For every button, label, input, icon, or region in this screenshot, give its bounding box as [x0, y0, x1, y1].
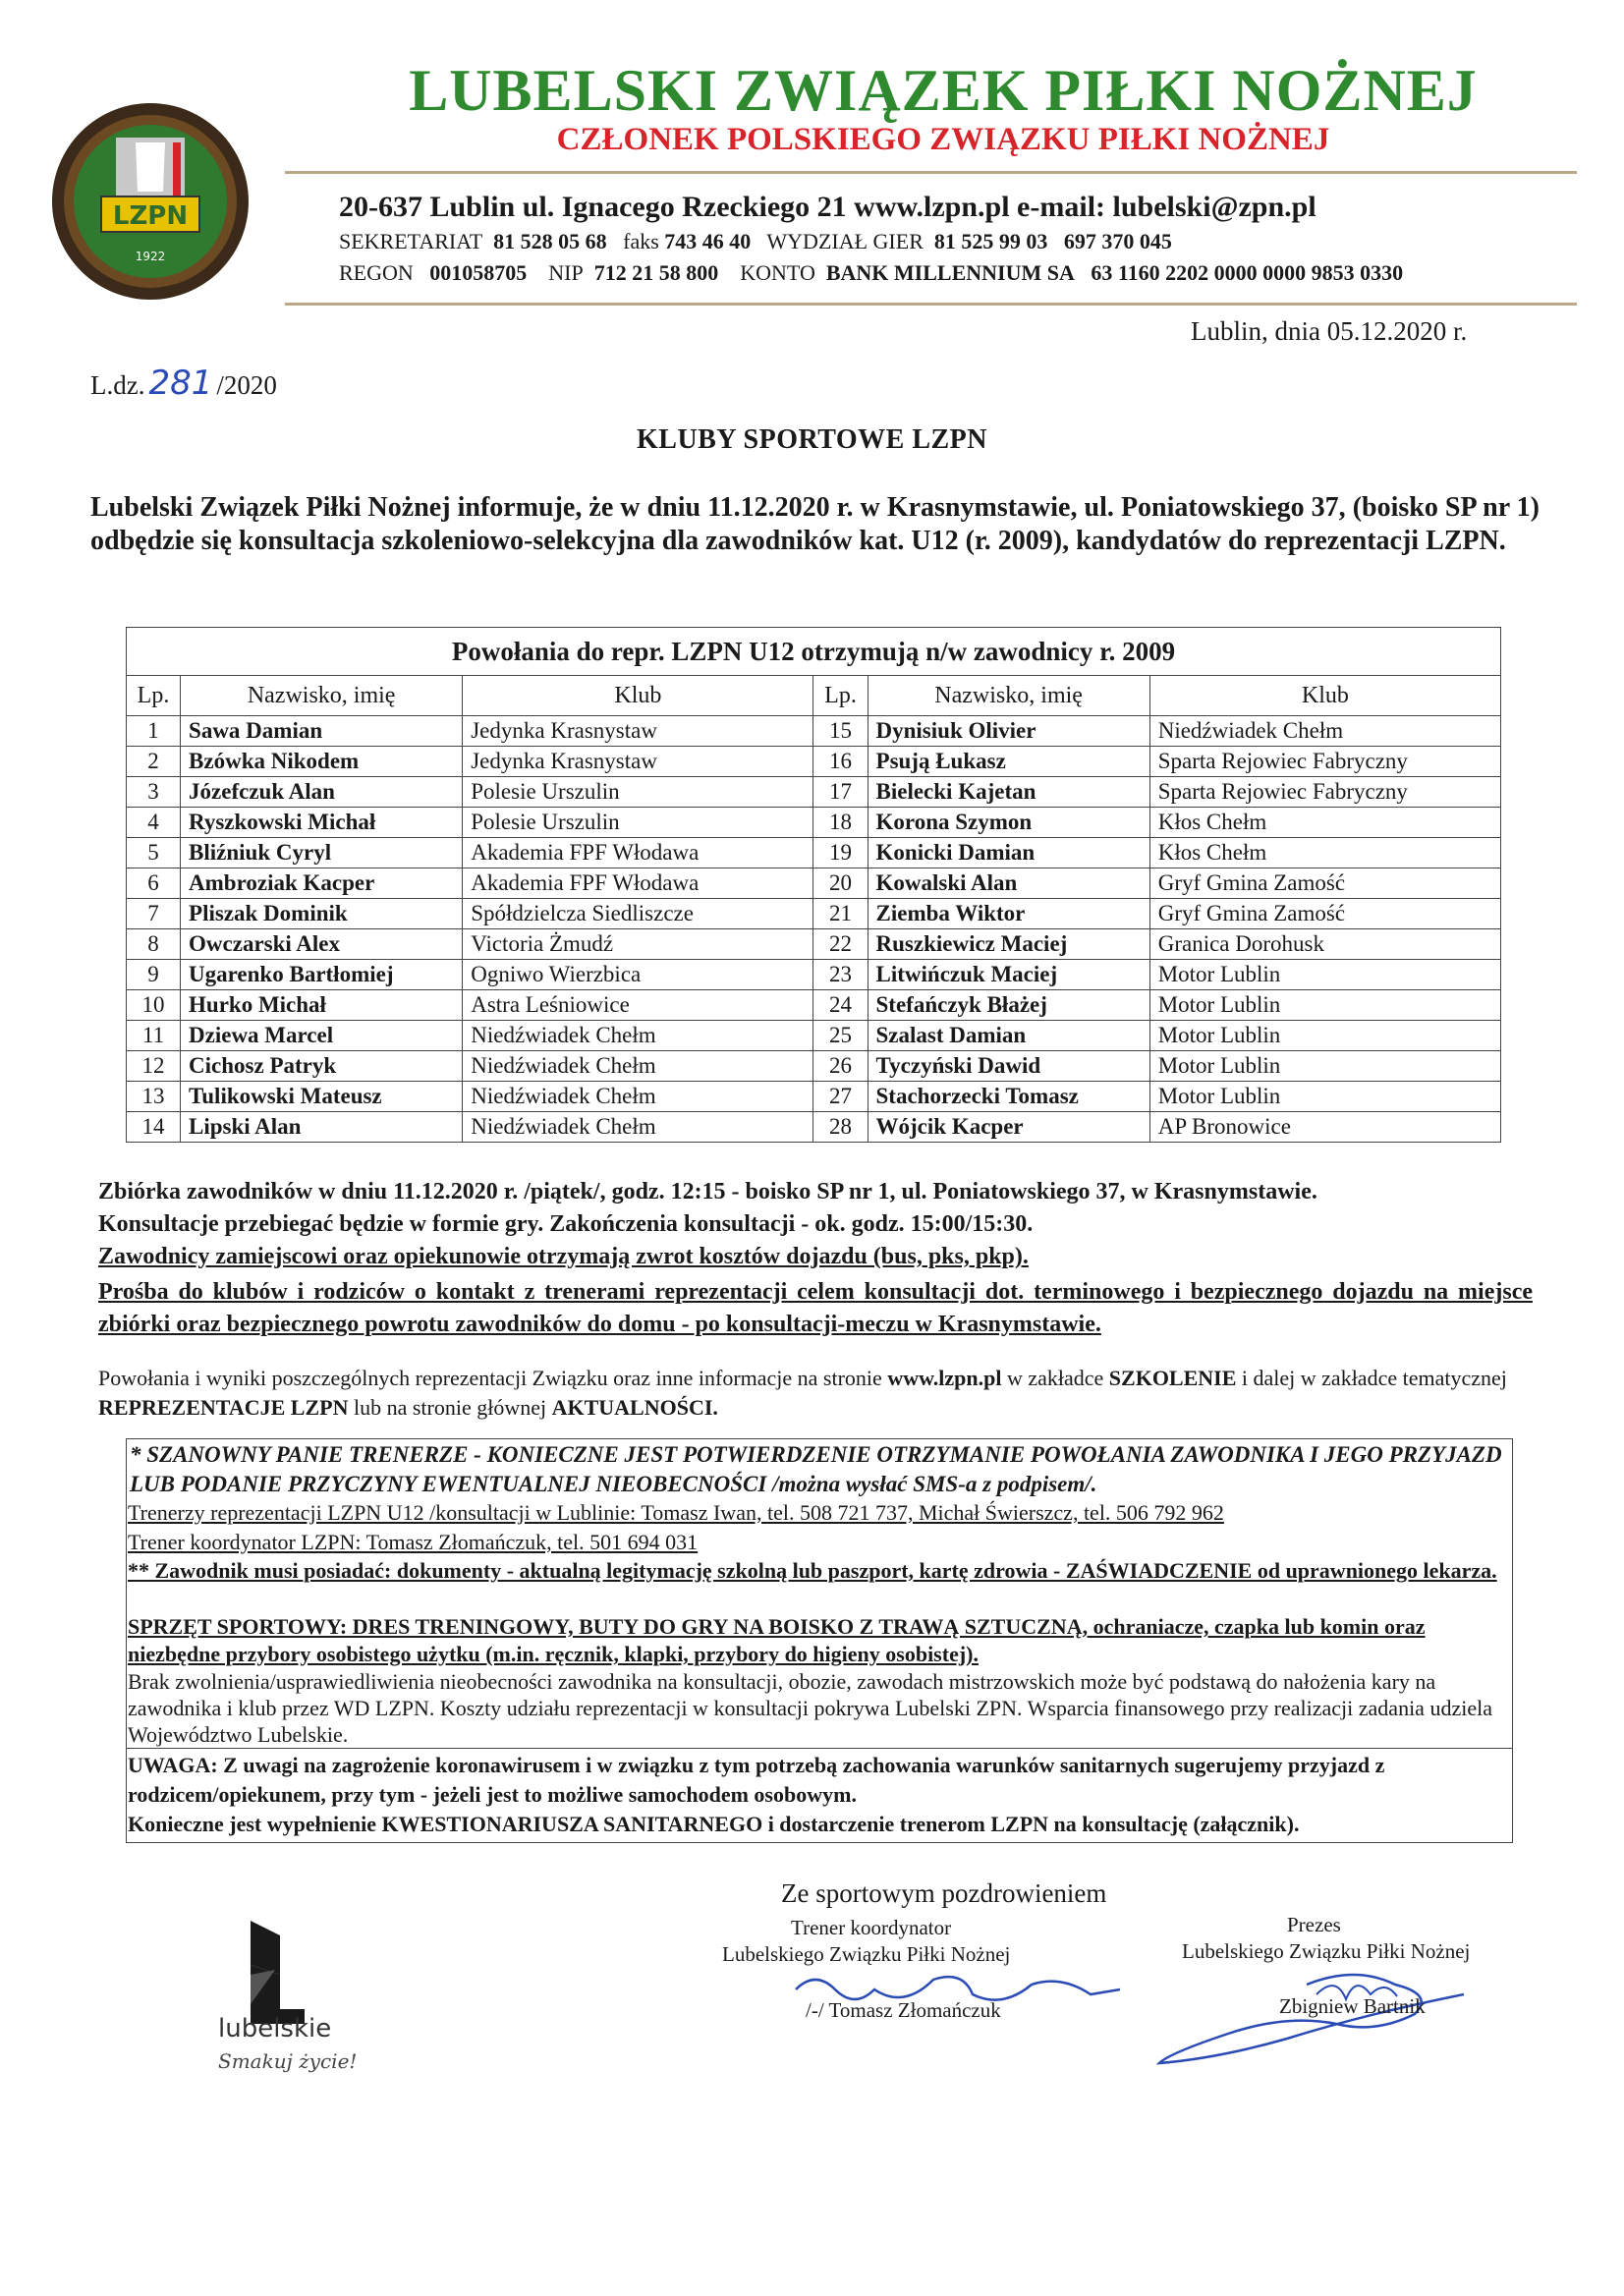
player-club: Ogniwo Wierzbica	[463, 960, 813, 990]
player-name: Ruszkiewicz Maciej	[868, 929, 1149, 960]
player-number: 16	[813, 747, 868, 777]
reference-number: L.dz. 281 /2020	[90, 364, 277, 403]
table-header-row	[127, 676, 1501, 716]
gathering-note: Zbiórka zawodników w dniu 11.12.2020 r. /piątek/, godz. 12:15 - boisko SP nr 1, ul. Poniatowskiego 37, w Krasnymstawie.	[98, 1179, 1317, 1204]
player-club: Akademia FPF Włodawa	[463, 838, 813, 868]
player-club: Niedźwiadek Chełm	[1149, 716, 1500, 747]
player-number: 5	[127, 838, 181, 868]
player-name: Bielecki Kajetan	[868, 777, 1149, 808]
team-coaches-contact: Trenerzy reprezentacji LZPN U12 /konsultacji w Lublinie: Tomasz Iwan, tel. 508 721 737, Michał Świerszcz, tel. 506 792 962	[128, 1500, 1224, 1525]
player-number: 18	[813, 808, 868, 838]
player-number: 4	[127, 808, 181, 838]
player-name: Tyczyński Dawid	[868, 1051, 1149, 1082]
player-number: 13	[127, 1082, 181, 1112]
player-name: Bliźniuk Cyryl	[181, 838, 463, 868]
table-row	[127, 838, 1501, 868]
player-club: Jedynka Krasnystaw	[463, 747, 813, 777]
player-club: Akademia FPF Włodawa	[463, 868, 813, 899]
player-name: Józefczuk Alan	[181, 777, 463, 808]
svg-text:1922: 1922	[135, 250, 166, 263]
player-number: 23	[813, 960, 868, 990]
header-registration: REGON 001058705 NIP 712 21 58 800 KONTO BANK MILLENNIUM SA 63 1160 2202 0000 0000 9853 0330	[339, 260, 1404, 285]
table-row	[127, 868, 1501, 899]
player-club: Astra Leśniowice	[463, 990, 813, 1021]
player-name: Sawa Damian	[181, 716, 463, 747]
player-number: 8	[127, 929, 181, 960]
player-club: Niedźwiadek Chełm	[463, 1021, 813, 1051]
player-number: 22	[813, 929, 868, 960]
player-name: Owczarski Alex	[181, 929, 463, 960]
player-club: Polesie Urszulin	[463, 777, 813, 808]
player-name: Stefańczyk Błażej	[868, 990, 1149, 1021]
player-club: Kłos Chełm	[1149, 808, 1500, 838]
table-row	[127, 808, 1501, 838]
player-number: 20	[813, 868, 868, 899]
equipment-note: SPRZĘT SPORTOWY: DRES TRENINGOWY, BUTY DO GRY NA BOISKO Z TRAWĄ SZTUCZNĄ, ochraniacze, czapka lub komin oraz niezbędne przybory osobistego użytku (m.in. ręcznik, klapki, przybory do higieny osobistej).	[128, 1614, 1426, 1666]
player-name: Ugarenko Bartłomiej	[181, 960, 463, 990]
player-club: Gryf Gmina Zamość	[1149, 899, 1500, 929]
player-name: Konicki Damian	[868, 838, 1149, 868]
player-club: Victoria Żmudź	[463, 929, 813, 960]
signatory-name: Zbigniew Bartnik	[1279, 1994, 1426, 2018]
player-name: Dziewa Marcel	[181, 1021, 463, 1051]
org-name: LUBELSKI ZWIĄZEK PIŁKI NOŻNEJ	[409, 58, 1478, 123]
player-name: Hurko Michał	[181, 990, 463, 1021]
signatory-name: /-/ Tomasz Złomańczuk	[806, 1998, 1001, 2022]
player-club: Jedynka Krasnystaw	[463, 716, 813, 747]
header-contacts: SEKRETARIAT 81 528 05 68 faks 743 46 40 WYDZIAŁ GIER 81 525 99 03 697 370 045	[339, 229, 1172, 253]
col-lp: Lp.	[127, 676, 181, 716]
player-number: 27	[813, 1082, 868, 1112]
player-name: Lipski Alan	[181, 1112, 463, 1143]
col-club: Klub	[1149, 676, 1500, 716]
player-number: 7	[127, 899, 181, 929]
lzpn-logo	[47, 98, 253, 305]
table-row	[127, 716, 1501, 747]
org-subtitle: CZŁONEK POLSKIEGO ZWIĄZKU PIŁKI NOŻNEJ	[556, 122, 1330, 157]
coordinator-contact: Trener koordynator LZPN: Tomasz Złomańczuk, tel. 501 694 031	[128, 1530, 699, 1554]
letter-date: Lublin, dnia 05.12.2020 r.	[1191, 316, 1468, 346]
player-club: Niedźwiadek Chełm	[463, 1112, 813, 1143]
player-name: Tulikowski Mateusz	[181, 1082, 463, 1112]
absence-note: Brak zwolnienia/usprawiedliwienia nieobecności zawodnika na konsultacji, obozie, zawodach mistrzowskich może być podstawą do nałożenia kary na zawodnika i klub przez WD LZPN. Koszty udziału reprezentacji w konsultacji pokrywa Lubelski ZPN. Wsparcia finansowego przy realizacji zadania udziela Województwo Lubelskie.	[128, 1669, 1492, 1747]
header-address: 20-637 Lublin ul. Ignacego Rzeckiego 21 www.lzpn.pl e-mail: lubelski@zpn.pl	[339, 191, 1316, 223]
player-club: Polesie Urszulin	[463, 808, 813, 838]
player-number: 2	[127, 747, 181, 777]
table-row	[127, 1112, 1501, 1143]
player-number: 11	[127, 1021, 181, 1051]
player-number: 24	[813, 990, 868, 1021]
table-row	[127, 777, 1501, 808]
player-club: Motor Lublin	[1149, 1082, 1500, 1112]
lubelskie-slogan: Smakuj życie!	[218, 2049, 358, 2073]
player-number: 28	[813, 1112, 868, 1143]
player-number: 12	[127, 1051, 181, 1082]
signatory-org: Lubelskiego Związku Piłki Nożnej	[722, 1942, 1011, 1966]
table-row	[127, 1021, 1501, 1051]
col-name: Nazwisko, imię	[868, 676, 1149, 716]
player-club: Motor Lublin	[1149, 990, 1500, 1021]
callup-table	[126, 627, 1501, 1143]
player-name: Ambroziak Kacper	[181, 868, 463, 899]
player-number: 19	[813, 838, 868, 868]
player-number: 6	[127, 868, 181, 899]
player-number: 14	[127, 1112, 181, 1143]
player-name: Stachorzecki Tomasz	[868, 1082, 1149, 1112]
player-name: Dynisiuk Olivier	[868, 716, 1149, 747]
questionnaire-note: Konieczne jest wypełnienie KWESTIONARIUSZA SANITARNEGO i dostarczenie trenerom LZPN na konsultację (załącznik).	[128, 1812, 1300, 1836]
signatory-title: Prezes	[1287, 1913, 1341, 1936]
svg-text:LZPN: LZPN	[112, 201, 189, 231]
table-row	[127, 960, 1501, 990]
signatory-title: Trener koordynator	[791, 1916, 952, 1939]
player-name: Litwińczuk Maciej	[868, 960, 1149, 990]
header-divider	[285, 303, 1577, 306]
request-note: Prośba do klubów i rodziców o kontakt z trenerami reprezentacji celem konsultacji dot. terminowego i bezpiecznego dojazdu na miejsce zbiórki oraz bezpiecznego powrotu zawodników do domu - po konsultacji-meczu w Krasnymstawie.	[98, 1279, 1533, 1337]
table-title: Powołania do repr. LZPN U12 otrzymują n/w zawodnicy r. 2009	[127, 628, 1501, 676]
table-row	[127, 929, 1501, 960]
player-name: Bzówka Nikodem	[181, 747, 463, 777]
player-name: Cichosz Patryk	[181, 1051, 463, 1082]
refund-note: Zawodnicy zamiejscowi oraz opiekunowie otrzymają zwrot kosztów dojazdu (bus, pks, pkp).	[98, 1244, 1029, 1269]
player-club: Niedźwiadek Chełm	[463, 1051, 813, 1082]
closing-greeting: Ze sportowym pozdrowieniem	[781, 1878, 1107, 1908]
covid-warning: UWAGA: Z uwagi na zagrożenie koronawirusem i w związku z tym potrzebą zachowania warunków sanitarnych sugerujemy przyjazd z rodzicem/opiekunem, przy tym - jeżeli jest to możliwe samochodem osobowym.	[128, 1753, 1385, 1807]
player-name: Ziemba Wiktor	[868, 899, 1149, 929]
info-paragraph: Powołania i wyniki poszczególnych reprezentacji Związku oraz inne informacje na stronie www.lzpn.pl w zakładce SZKOLENIE i dalej w zakładce tematycznej REPREZENTACJE LZPN lub na stronie głównej AKTUALNOŚCI.	[98, 1366, 1507, 1420]
signatory-org: Lubelskiego Związku Piłki Nożnej	[1182, 1939, 1471, 1963]
player-name: Kowalski Alan	[868, 868, 1149, 899]
intro-paragraph: Lubelski Związek Piłki Nożnej informuje, że w dniu 11.12.2020 r. w Krasnymstawie, ul. Poniatowskiego 37, (boisko SP nr 1) odbędzie się konsultacja szkoleniowo-selekcyjna dla zawodników kat. U12 (r. 2009), kandydatów do reprezentacji LZPN.	[90, 492, 1540, 556]
player-club: Granica Dorohusk	[1149, 929, 1500, 960]
player-name: Ryszkowski Michał	[181, 808, 463, 838]
player-number: 15	[813, 716, 868, 747]
player-name: Psują Łukasz	[868, 747, 1149, 777]
player-club: AP Bronowice	[1149, 1112, 1500, 1143]
col-lp: Lp.	[813, 676, 868, 716]
col-name: Nazwisko, imię	[181, 676, 463, 716]
player-club: Gryf Gmina Zamość	[1149, 868, 1500, 899]
website-link[interactable]: www.lzpn.pl	[887, 1366, 1002, 1390]
player-number: 25	[813, 1021, 868, 1051]
player-club: Sparta Rejowiec Fabryczny	[1149, 747, 1500, 777]
player-number: 21	[813, 899, 868, 929]
col-club: Klub	[463, 676, 813, 716]
player-name: Pliszak Dominik	[181, 899, 463, 929]
table-row	[127, 990, 1501, 1021]
course-note: Konsultacje przebiegać będzie w formie gry. Zakończenia konsultacji - ok. godz. 15:00/15:30.	[98, 1211, 1034, 1237]
header-divider	[285, 171, 1577, 174]
player-number: 3	[127, 777, 181, 808]
player-club: Kłos Chełm	[1149, 838, 1500, 868]
player-number: 1	[127, 716, 181, 747]
documents-note: ** Zawodnik musi posiadać: dokumenty - aktualną legitymację szkolną lub paszport, kartę zdrowia - ZAŚWIADCZENIE od uprawnionego lekarza.	[128, 1558, 1497, 1583]
player-club: Sparta Rejowiec Fabryczny	[1149, 777, 1500, 808]
table-row	[127, 1051, 1501, 1082]
player-name: Korona Szymon	[868, 808, 1149, 838]
player-name: Wójcik Kacper	[868, 1112, 1149, 1143]
player-club: Motor Lublin	[1149, 960, 1500, 990]
table-row	[127, 899, 1501, 929]
player-club: Niedźwiadek Chełm	[463, 1082, 813, 1112]
table-row	[127, 1082, 1501, 1112]
addressee: KLUBY SPORTOWE LZPN	[636, 424, 988, 455]
table-row	[127, 747, 1501, 777]
player-club: Motor Lublin	[1149, 1051, 1500, 1082]
player-number: 26	[813, 1051, 868, 1082]
player-number: 17	[813, 777, 868, 808]
player-club: Motor Lublin	[1149, 1021, 1500, 1051]
player-club: Spółdzielcza Siedliszcze	[463, 899, 813, 929]
lubelskie-wordmark: lubelskie	[218, 2014, 332, 2044]
coach-confirmation-note: * SZANOWNY PANIE TRENERZE - KONIECZNE JEST POTWIERDZENIE OTRZYMANIE POWOŁANIA ZAWODNIKA I JEGO PRZYJAZD LUB PODANIE PRZYCZYNY EWENTUALNEJ NIEOBECNOŚCI /można wysłać SMS-a z podpisem/.	[130, 1442, 1502, 1496]
player-name: Szalast Damian	[868, 1021, 1149, 1051]
player-number: 10	[127, 990, 181, 1021]
player-number: 9	[127, 960, 181, 990]
